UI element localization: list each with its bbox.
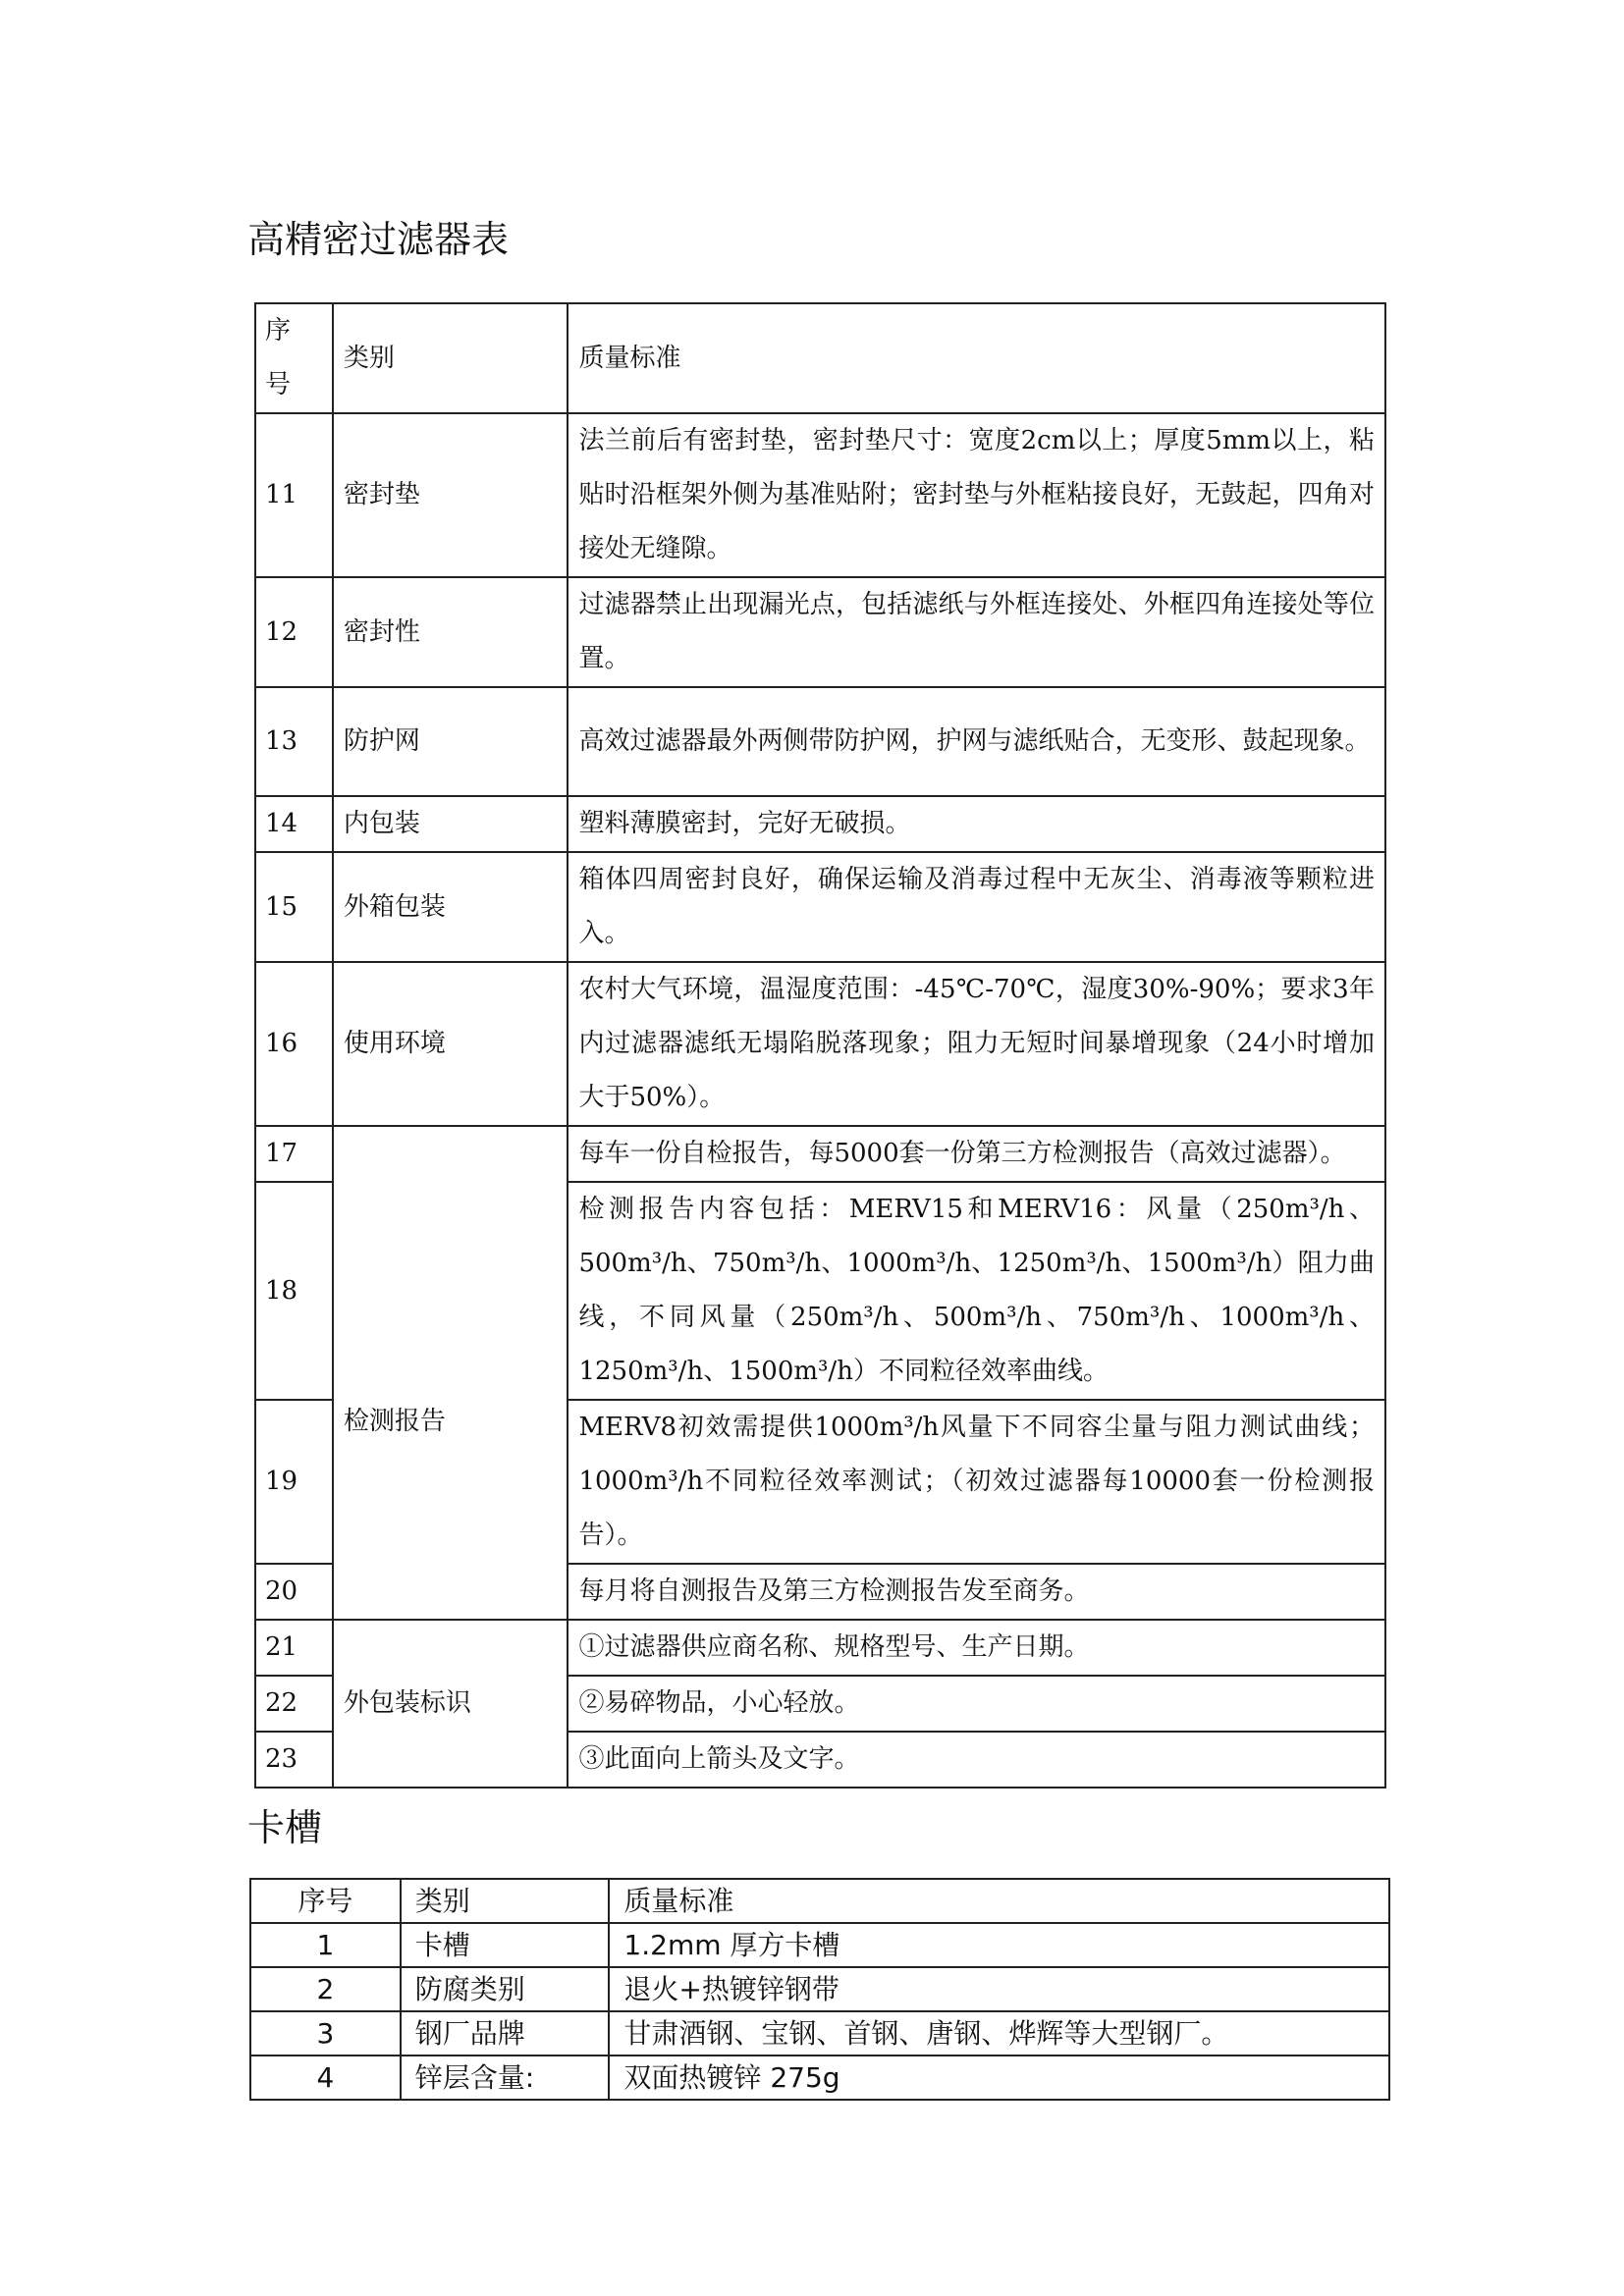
row-standard: 高效过滤器最外两侧带防护网，护网与滤纸贴合，无变形、鼓起现象。 [568,687,1385,796]
row-seq: 21 [255,1620,333,1676]
row-standard: 退火+热镀锌钢带 [609,1967,1389,2011]
row-seq: 15 [255,852,333,962]
row-standard: 检测报告内容包括：MERV15和MERV16：风量（250m³/h、500m³/h、750m³/h、1000m³/h、1250m³/h、1500m³/h）阻力曲线，不同风量（250m³/h、500m³/h、750m³/h、1000m³/h、1250m³/h、1500m³/h）不同粒径效率曲线。 [568,1182,1385,1400]
row-category: 防护网 [333,687,568,796]
row-seq: 18 [255,1182,333,1400]
row-seq: 17 [255,1126,333,1182]
table-row [255,413,1385,577]
table-row [250,1923,1389,1967]
table-header-row [255,303,1385,413]
header-seq: 序号 [250,1879,401,1923]
table-row [255,687,1385,796]
row-category: 密封垫 [333,413,568,577]
row-seq: 3 [250,2011,401,2056]
header-standard: 质量标准 [609,1879,1389,1923]
section-title-slot: 卡槽 [247,1806,323,1849]
row-seq: 22 [255,1676,333,1732]
row-category: 卡槽 [401,1923,610,1967]
slot-quality-table [249,1878,1390,2101]
row-category: 钢厂品牌 [401,2011,610,2056]
row-standard: 每车一份自检报告，每5000套一份第三方检测报告（高效过滤器）。 [568,1126,1385,1182]
header-seq-text: 序号 [265,316,292,400]
row-standard: 甘肃酒钢、宝钢、首钢、唐钢、烨辉等大型钢厂。 [609,2011,1389,2056]
row-seq: 23 [255,1732,333,1788]
filter-quality-table [254,302,1386,1789]
row-standard: 双面热镀锌 275g [609,2056,1389,2100]
row-standard: ②易碎物品，小心轻放。 [568,1676,1385,1732]
row-seq: 19 [255,1400,333,1564]
table-header-row [250,1879,1389,1923]
row-standard: 每月将自测报告及第三方检测报告发至商务。 [568,1564,1385,1620]
table-row [250,2011,1389,2056]
row-category: 外箱包装 [333,852,568,962]
row-standard: ①过滤器供应商名称、规格型号、生产日期。 [568,1620,1385,1676]
row-seq: 20 [255,1564,333,1620]
row-category: 锌层含量: [401,2056,610,2100]
row-category: 密封性 [333,577,568,687]
header-category: 类别 [401,1879,610,1923]
table-row [255,796,1385,852]
row-seq: 2 [250,1967,401,2011]
row-category: 使用环境 [333,962,568,1126]
table-row [250,1967,1389,2011]
row-seq: 13 [255,687,333,796]
table-row [255,1126,1385,1182]
row-seq: 12 [255,577,333,687]
row-standard: 过滤器禁止出现漏光点，包括滤纸与外框连接处、外框四角连接处等位置。 [568,577,1385,687]
row-seq: 14 [255,796,333,852]
table-row [255,962,1385,1126]
row-standard: 农村大气环境，温湿度范围：-45℃-70℃，湿度30%-90%；要求3年内过滤器滤纸无塌陷脱落现象；阻力无短时间暴增现象（24小时增加大于50%）。 [568,962,1385,1126]
row-standard: MERV8初效需提供1000m³/h风量下不同容尘量与阻力测试曲线；1000m³/h不同粒径效率测试；（初效过滤器每10000套一份检测报告）。 [568,1400,1385,1564]
row-category: 防腐类别 [401,1967,610,2011]
section-title-filter-table: 高精密过滤器表 [247,218,510,261]
row-standard: ③此面向上箭头及文字。 [568,1732,1385,1788]
header-standard: 质量标准 [568,303,1385,413]
row-standard: 塑料薄膜密封，完好无破损。 [568,796,1385,852]
row-standard: 法兰前后有密封垫，密封垫尺寸：宽度2cm以上；厚度5mm以上，粘贴时沿框架外侧为基准贴附；密封垫与外框粘接良好，无鼓起，四角对接处无缝隙。 [568,413,1385,577]
table-row [250,2056,1389,2100]
row-seq: 1 [250,1923,401,1967]
row-seq: 11 [255,413,333,577]
row-standard: 1.2mm 厚方卡槽 [609,1923,1389,1967]
table-row [255,577,1385,687]
table-row [255,1620,1385,1676]
row-category-merged: 外包装标识 [333,1620,568,1788]
row-category: 内包装 [333,796,568,852]
header-category: 类别 [333,303,568,413]
row-category-merged: 检测报告 [333,1126,568,1620]
table-row [255,852,1385,962]
row-seq: 4 [250,2056,401,2100]
row-seq: 16 [255,962,333,1126]
header-seq [255,303,333,413]
row-standard: 箱体四周密封良好，确保运输及消毒过程中无灰尘、消毒液等颗粒进入。 [568,852,1385,962]
